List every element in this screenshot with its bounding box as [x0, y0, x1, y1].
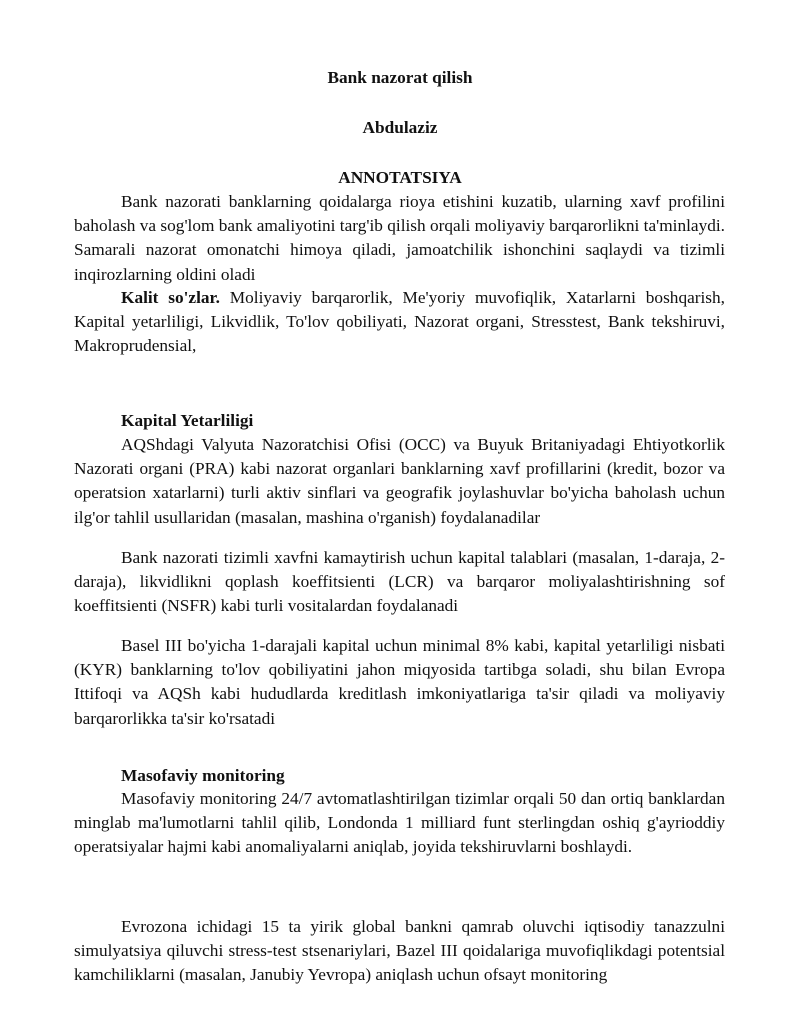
section2-paragraph-1: Masofaviy monitoring 24/7 avtomatlashtirilgan tizimlar orqali 50 dan ortiq banklardan minglab ma'lumotlarni tahlil qilib, Londonda 1 milliard funt sterlingdan oshiq g'ayrioddiy operatsiyalar hajmi kabi anomaliyalarni aniqlab, joyida tekshiruvlarni boshlaydi. — [74, 789, 725, 857]
annotation-paragraph: Bank nazorati banklarning qoidalarga rioya etishini kuzatib, ularning xavf profilini baholash va sog'lom bank amaliyotini targ'ib qilish orqali moliyaviy barqarorlikni ta'minlaydi. Samarali nazorat omonatchi himoya qiladi, jamoatchilik ishonchini saqlaydi va tizimli inqirozlarning oldini oladi — [74, 192, 725, 284]
section2-paragraph-2: Evrozona ichidagi 15 ta yirik global bankni qamrab oluvchi iqtisodiy tanazzulni simulyatsiya qiluvchi stress-test stsenariylari, Bazel III qoidalariga muvofiqlikdagi potentsial kamchiliklarni (masalan, Janubiy Yevropa) aniqlash uchun ofsayt monitoring — [74, 917, 725, 985]
document-title: Bank nazorat qilish — [327, 68, 473, 87]
section-heading-capital: Kapital Yetarliligi — [121, 411, 254, 430]
keywords-text: Moliyaviy barqarorlik, Me'yoriy muvofiqlik, Xatarlarni boshqarish, Kapital yetarliligi, Likvidlik, To'lov qobiliyati, Nazorat organi, Stresstest, Bank tekshiruvi, Makroprudensial, — [74, 288, 725, 356]
section1-paragraph-3: Basel III bo'yicha 1-darajali kapital uchun minimal 8% kabi, kapital yetarliligi nisbati (KYR) banklarning to'lov qobiliyatini jahon miqyosida tartibga soladi, shu bilan Evropa Ittifoqi va AQSh kabi hududlarda kreditlash imkoniyatlariga ta'sir qiladi va moliyaviy barqarorlikka ta'sir ko'rsatadi — [74, 636, 725, 728]
section-heading-remote: Masofaviy monitoring — [121, 766, 285, 785]
keywords-paragraph — [74, 286, 725, 359]
annotation-heading: ANNOTATSIYA — [338, 168, 462, 187]
section1-paragraph-2: Bank nazorati tizimli xavfni kamaytirish uchun kapital talablari (masalan, 1-daraja, 2-daraja), likvidlikni qoplash koeffitsienti (LCR) va barqaror moliyalashtirishning sof koeffitsienti (NSFR) kabi turli vositalardan foydalanadi — [74, 548, 725, 616]
keywords-label: Kalit so'zlar. — [121, 288, 220, 307]
section1-paragraph-1: AQShdagi Valyuta Nazoratchisi Ofisi (OCC) va Buyuk Britaniyadagi Ehtiyotkorlik Nazorati organi (PRA) kabi nazorat organlari banklarning xavf profillarini (kredit, bozor va operatsion xatarlarni) turli aktiv sinflari va geografik joylashuvlar bo'yicha baholash uchun ilg'or tahlil usullaridan (masalan, mashina o'rganish) foydalanadilar — [74, 435, 725, 527]
author-name: Abdulaziz — [362, 118, 438, 137]
